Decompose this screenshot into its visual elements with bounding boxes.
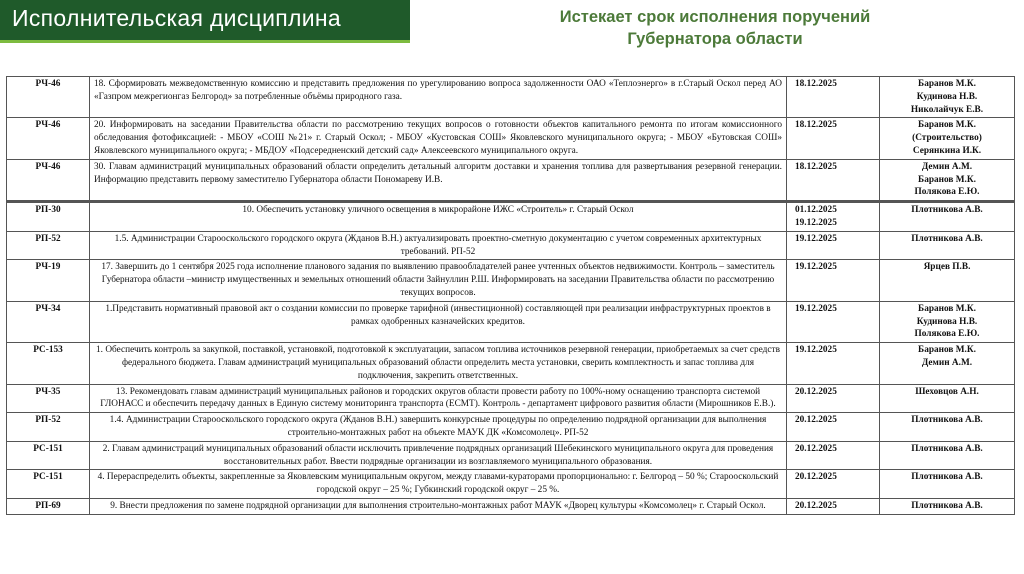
- order-code: РП-30: [7, 202, 90, 232]
- due-date: 19.12.2025: [787, 260, 880, 301]
- order-text: 13. Рекомендовать главам администраций муниципальных районов и городских округов области провести работу по 100%-ному оснащению транспорта системой ГЛОНАСС и обеспечить передачу данных в Единую систему мониторинга транспорта (ЕСМТ). Контроль - департамент цифрового развития области (Мирошников Е.В.).: [90, 384, 787, 413]
- order-text: 10. Обеспечить установку уличного освещения в микрорайоне ИЖС «Строитель» г. Старый Оскол: [90, 202, 787, 232]
- responsible: Баранов М.К. (Строительство) Серянкина И.К.: [880, 118, 1015, 159]
- order-text: 1.5. Администрации Старооскольского городского округа (Жданов В.Н.) актуализировать проектно-сметную документацию с учетом современных архитектурных требований. РП-52: [90, 231, 787, 260]
- responsible: Баранов М.К. Демин А.М.: [880, 343, 1015, 384]
- table-row: [7, 441, 1015, 470]
- table-row: [7, 470, 1015, 499]
- responsible: Плотникова А.В.: [880, 413, 1015, 442]
- due-date: 19.12.2025: [787, 343, 880, 384]
- responsible: Плотникова А.В.: [880, 470, 1015, 499]
- responsible: Баранов М.К. Кудинова Н.В. Николайчук Е.В.: [880, 77, 1015, 118]
- order-code: РЧ-46: [7, 159, 90, 201]
- due-date: 20.12.2025: [787, 498, 880, 514]
- order-code: РС-151: [7, 470, 90, 499]
- responsible: Плотникова А.В.: [880, 202, 1015, 232]
- table-row: [7, 202, 1015, 232]
- table-row: [7, 159, 1015, 201]
- order-code: РЧ-19: [7, 260, 90, 301]
- due-date: 01.12.2025 19.12.2025: [787, 202, 880, 232]
- order-text: 1.Представить нормативный правовой акт о создании комиссии по проверке тарифной (инвестиционной) составляющей при реализации инфраструктурных проектов в рамках одобренных казначейских кредитов.: [90, 301, 787, 342]
- responsible: Плотникова А.В.: [880, 231, 1015, 260]
- order-text: 20. Информировать на заседании Правительства области по рассмотрению текущих вопросов о готовности объектов капитального ремонта по итогам комиссионного обследования фотофиксацией: - МБОУ «СОШ №21» г. Старый Оскол; - МБОУ «Кустовская СОШ» Яковлевского муниципального округа; - МБОУ «Бутовская СОШ» Яковлевского муниципального округа; - МБДОУ «Подсередненский детский сад» Алексеевского муниципального округа.: [90, 118, 787, 159]
- order-text: 17. Завершить до 1 сентября 2025 года исполнение планового задания по выявлению правообладателей ранее учтенных объектов недвижимости. Контроль – заместитель Губернатора области –министр имущественных и земельных отношений области Зайнуллин Р.Ш. Информировать на заседании Правительства области по рассмотрению текущих вопросов.: [90, 260, 787, 301]
- table-row: [7, 343, 1015, 384]
- order-code: РЧ-35: [7, 384, 90, 413]
- table-row: [7, 498, 1015, 514]
- responsible: Ярцев П.В.: [880, 260, 1015, 301]
- orders-table: [6, 76, 1015, 515]
- order-text: 2. Главам администраций муниципальных образований области исключить привлечение подрядных организаций Шебекинского муниципального округа для проведения восстановительных работ. Ввести подрядные организации из возглавляемого муниципального образования.: [90, 441, 787, 470]
- table-row: [7, 301, 1015, 342]
- order-code: РС-153: [7, 343, 90, 384]
- due-date: 18.12.2025: [787, 118, 880, 159]
- due-date: 18.12.2025: [787, 159, 880, 201]
- due-date: 19.12.2025: [787, 231, 880, 260]
- order-code: РЧ-46: [7, 77, 90, 118]
- table-row: [7, 384, 1015, 413]
- responsible: Плотникова А.В.: [880, 498, 1015, 514]
- responsible: Плотникова А.В.: [880, 441, 1015, 470]
- order-text: 1.4. Администрации Старооскольского городского округа (Жданов В.Н.) завершить конкурсные процедуры по определению подрядной организации для выполнения строительно-монтажных работ на объекте МАУК ДК «Комсомолец». РП-52: [90, 413, 787, 442]
- order-text: 1. Обеспечить контроль за закупкой, поставкой, установкой, подготовкой к эксплуатации, запасом топлива источников резервной генерации, приобретаемых за счет средств федерального бюджета. Главам администраций муниципальных образований области определить места установки, сверить комплектность и запас топлива для подключения, закрепить ответственных.: [90, 343, 787, 384]
- order-text: 30. Главам администраций муниципальных образований области определить детальный алгоритм доставки и хранения топлива для развертывания резервной генерации. Информацию представить первому заместителю Губернатора области Пономареву И.В.: [90, 159, 787, 201]
- due-date: 19.12.2025: [787, 301, 880, 342]
- responsible: Шеховцов А.Н.: [880, 384, 1015, 413]
- table-row: [7, 77, 1015, 118]
- subtitle-line-1: Истекает срок исполнения поручений: [559, 8, 871, 26]
- table-row: [7, 118, 1015, 159]
- order-code: РЧ-34: [7, 301, 90, 342]
- page-title: Исполнительская дисциплина: [12, 5, 341, 31]
- order-text: 18. Сформировать межведомственную комиссию и представить предложения по урегулированию вопроса задолженности ОАО «Теплоэнерго» в г.Старый Оскол перед АО «Газпром межрегионгаз Белгород» за потребленные объёмы природного газа.: [90, 77, 787, 118]
- order-text: 4. Перераспределить объекты, закрепленные за Яковлевским муниципальным округом, между главами-кураторами пропорционально: г. Белгород – 50 %; Старооскольский городской округ – 25 %; Губкинский городской округ – 25 %.: [90, 470, 787, 499]
- responsible: Баранов М.К. Кудинова Н.В. Полякова Е.Ю.: [880, 301, 1015, 342]
- header-banner: [0, 0, 410, 43]
- order-code: РП-52: [7, 231, 90, 260]
- order-code: РП-52: [7, 413, 90, 442]
- due-date: 18.12.2025: [787, 77, 880, 118]
- table-row: [7, 231, 1015, 260]
- due-date: 20.12.2025: [787, 413, 880, 442]
- order-code: РЧ-46: [7, 118, 90, 159]
- orders-table-container: [6, 76, 1014, 515]
- due-date: 20.12.2025: [787, 441, 880, 470]
- subtitle-line-2: Губернатора области: [627, 30, 803, 48]
- responsible: Демин А.М. Баранов М.К. Полякова Е.Ю.: [880, 159, 1015, 201]
- order-text: 9. Внести предложения по замене подрядной организации для выполнения строительно-монтажных работ МАУК «Дворец культуры «Комсомолец» г. Старый Оскол.: [90, 498, 787, 514]
- page-subtitle: [470, 6, 960, 50]
- order-code: РП-69: [7, 498, 90, 514]
- order-code: РС-151: [7, 441, 90, 470]
- due-date: 20.12.2025: [787, 470, 880, 499]
- table-row: [7, 260, 1015, 301]
- due-date: 20.12.2025: [787, 384, 880, 413]
- table-row: [7, 413, 1015, 442]
